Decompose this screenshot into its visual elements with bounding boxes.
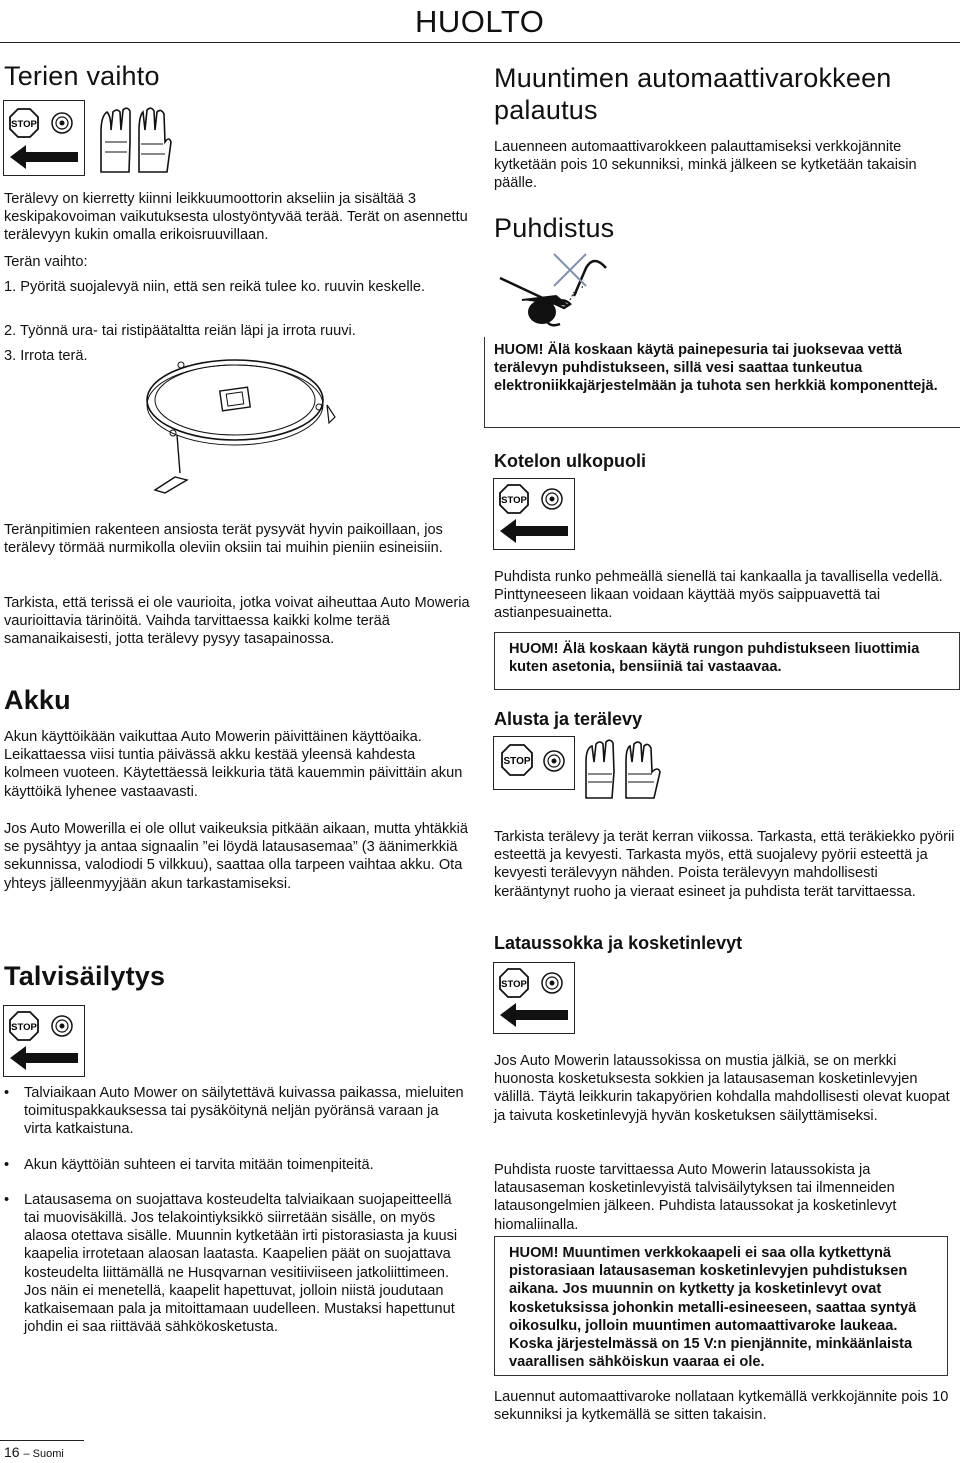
talvi-bullet-list <box>0 1084 470 1353</box>
page-header <box>0 0 960 44</box>
kotelo-para: Puhdista runko pehmeällä sienellä tai kankaalla ja tavallisella vedellä. Pinttyneeseen likaan voidaan käyttää myös saippuavettä tai astianpesuainetta. <box>494 569 943 622</box>
step-1: 1. Pyöritä suojalevyä niin, että sen reikä tulee ko. ruuvin keskelle. <box>4 279 426 295</box>
lataussokka-para-3: Lauennut automaattivaroke nollataan kytkemällä verkkojännite pois 10 sekunniksi ja kytkemällä se sitten takaisin. <box>494 1389 949 1424</box>
title-puhdistus: Puhdistus <box>494 213 615 243</box>
terien-para-2: Tarkista, että terissä ei ole vaurioita, jotka voivat aiheuttaa Auto Moweria vaurioittavia tärinöitä. Vaihda tarvittaessa kaikki kolme terää samanaikaisesti, jotta terälevy pysyy tasapainossa. <box>4 595 470 648</box>
page-footer <box>4 1444 64 1463</box>
page-number: 16 <box>4 1444 20 1460</box>
title-muuntimen: Muuntimen automaattivarokkeen palautus <box>494 63 892 125</box>
svg-text:STOP: STOP <box>503 756 531 767</box>
lataussokka-para-1: Jos Auto Mowerin lataussokissa on mustia jälkiä, se on merkki huonosta kosketuksesta sokkien ja latausaseman kosketinlevyjen välillä. Täytä leikkurin takapyörien kohdalla mahdollisesti olevat kuopat ja taivuta kosketinlevyjä hyvän kosketuksen säilyttämiseksi. <box>494 1053 950 1124</box>
title-akku: Akku <box>4 685 71 715</box>
akku-para-2: Jos Auto Mowerilla ei ole ollut vaikeuksia pitkään aikaan, mutta yhtäkkiä se pysähtyy ja antaa signaalin ”ei löydä latausasemaa” (3 äänimerkkiä sekunnissa, valodiodi 5 vilkkuu), saattaa olla tarpeen vaihtaa akku. Ota yhteys jälleenmyyjään akun tarkastamiseksi. <box>4 821 468 892</box>
svg-text:STOP: STOP <box>11 1022 37 1033</box>
stop-sign-icon <box>4 101 84 175</box>
divider <box>484 427 960 428</box>
no-hose-washing-icon <box>494 248 614 330</box>
stop-sign-icon <box>494 479 574 549</box>
divider <box>484 337 485 427</box>
footer-rule <box>0 1440 84 1441</box>
puhdistus-warning: HUOM! Älä koskaan käytä painepesuria tai juoksevaa vettä terälevyn puhdistukseen, sillä vesi saattaa tunkeutua elektroniikkajärjestelmään ja tuhota sen herkkiä komponenttejä. <box>494 342 938 395</box>
stop-warning-box <box>493 478 575 550</box>
list-item: • Talviaikaan Auto Mower on säilytettävä kuivassa paikassa, mieluiten toimituspakkauksessa tai pysäköitynä neljän pyöränsä varaan ja virta katkaistuna. <box>0 1084 470 1139</box>
title-alusta-ja-teralevy: Alusta ja terälevy <box>494 709 643 729</box>
alusta-para: Tarkista terälevy ja terät kerran viikossa. Tarkasta, että teräkiekko pyörii esteettä ja kevyesti. Tarkasta myös, että suojalevy pyörii esteettä ja kevyesti terälevyyn nähden. Poista terälevyyn mahdollisesti kerääntynyt ruoho ja vieraat esineet ja puhdista terät tarvittaessa. <box>494 829 955 900</box>
svg-text:STOP: STOP <box>11 119 37 130</box>
title-talvisailytys: Talvisäilytys <box>4 961 166 991</box>
gloves-icon <box>580 738 670 800</box>
stop-sign-icon <box>494 963 574 1033</box>
svg-text:STOP: STOP <box>501 495 527 506</box>
blade-disc-illustration <box>135 355 345 495</box>
terien-intro: Terälevy on kierretty kiinni leikkuumoottorin akseliin ja sisältää 3 keskipakovoiman vaikutuksesta ulostyöntyvää terää. Terät on asennettu terälevyyn kukin omalla erikoisruuvillaan. <box>4 191 468 244</box>
title-lataussokka: Lataussokka ja kosketinlevyt <box>494 933 743 953</box>
muuntimen-para: Lauenneen automaattivarokkeen palauttamiseksi verkkojännite kytketään pois 10 sekunniksi, minkä jälkeen se kytketään takaisin päälle. <box>494 139 917 192</box>
stop-warning-box <box>3 100 85 176</box>
stop-warning-box <box>493 736 575 790</box>
section-header-title: HUOLTO <box>415 4 545 39</box>
stop-warning-box <box>493 962 575 1034</box>
stop-sign-icon <box>494 737 574 789</box>
stop-sign-icon <box>4 1006 84 1076</box>
title-terien-vaihto: Terien vaihto <box>4 61 160 91</box>
lataussokka-warning: HUOM! Muuntimen verkkokaapeli ei saa olla kytkettynä pistorasiaan latausaseman kosketinlevyjen puhdistuksen aikana. Jos muunnin on kytketty ja kosketinlevyt ovat kosketuksissa johonkin metalli-esineeseen, saattaa syntyä oikosulku, jolloin muuntimen automaattivaroke laukeaa. Koska järjestelmässä on 15 V:n pienjännite, minkäänlaista vaarallisen sähköiskun vaaraa ei ole. <box>494 1236 948 1376</box>
gloves-icon <box>95 102 173 176</box>
akku-para-1: Akun käyttöikään vaikuttaa Auto Mowerin päivittäinen käyttöaika. Leikattaessa viisi tuntia päivässä akku kestää yleensä kahdesta kolmeen vuoteen. Käytettäessä leikkuria tätä kauemmin päivittäin akun käyttöikä lyhenee vastaavasti. <box>4 729 463 800</box>
step-3: 3. Irrota terä. <box>4 348 88 364</box>
kotelo-warning: HUOM! Älä koskaan käytä rungon puhdistukseen liuottimia kuten asetonia, bensiiniä tai vastaavaa. <box>494 632 960 690</box>
steps-label: Terän vaihto: <box>4 254 88 270</box>
stop-warning-box <box>3 1005 85 1077</box>
list-item: • Latausasema on suojattava kosteudelta talviaikaan suojapeitteellä tai muovisäkillä. Jos telakointiyksikkö siirretään sisälle, on myös alaosa otettava sisälle. Muunnin kytketään irti pistorasiasta ja kuusi kaapelia irrotetaan alaosan laatasta. Kaapelien päät on suojattava kosteudelta liittämällä ne Husqvarnan vesitiiviiseen jatkoliittimeen. Jos näin ei menetellä, kaapelit hapettuvat, jolloin niistä joudutaan katkaisemaan pala ja mitoittamaan uudelleen. Mustaksi hapettunut johdin ei saa riittävää sähkökosketusta. <box>0 1191 470 1337</box>
list-item: • Akun käyttöiän suhteen ei tarvita mitään toimenpiteitä. <box>0 1156 470 1174</box>
step-2: 2. Työnnä ura- tai ristipäätaltta reiän läpi ja irrota ruuvi. <box>4 323 356 339</box>
terien-para-1: Teränpitimien rakenteen ansiosta terät pysyvät hyvin paikoillaan, jos terälevy törmää nurmikolla oleviin oksiin tai muihin pieniin esineisiin. <box>4 522 443 557</box>
title-kotelon-ulkopuoli: Kotelon ulkopuoli <box>494 451 646 471</box>
lataussokka-para-2: Puhdista ruoste tarvittaessa Auto Mowerin lataussokista ja latausaseman kosketinlevyistä talvisäilytyksen tai ilmenneiden latausongelmien jälkeen. Puhdista lataussokat ja kosketinlevyt hiomaliinalla. <box>494 1162 897 1233</box>
footer-language: – Suomi <box>23 1448 64 1460</box>
svg-text:STOP: STOP <box>501 979 527 990</box>
header-rule <box>0 42 960 43</box>
